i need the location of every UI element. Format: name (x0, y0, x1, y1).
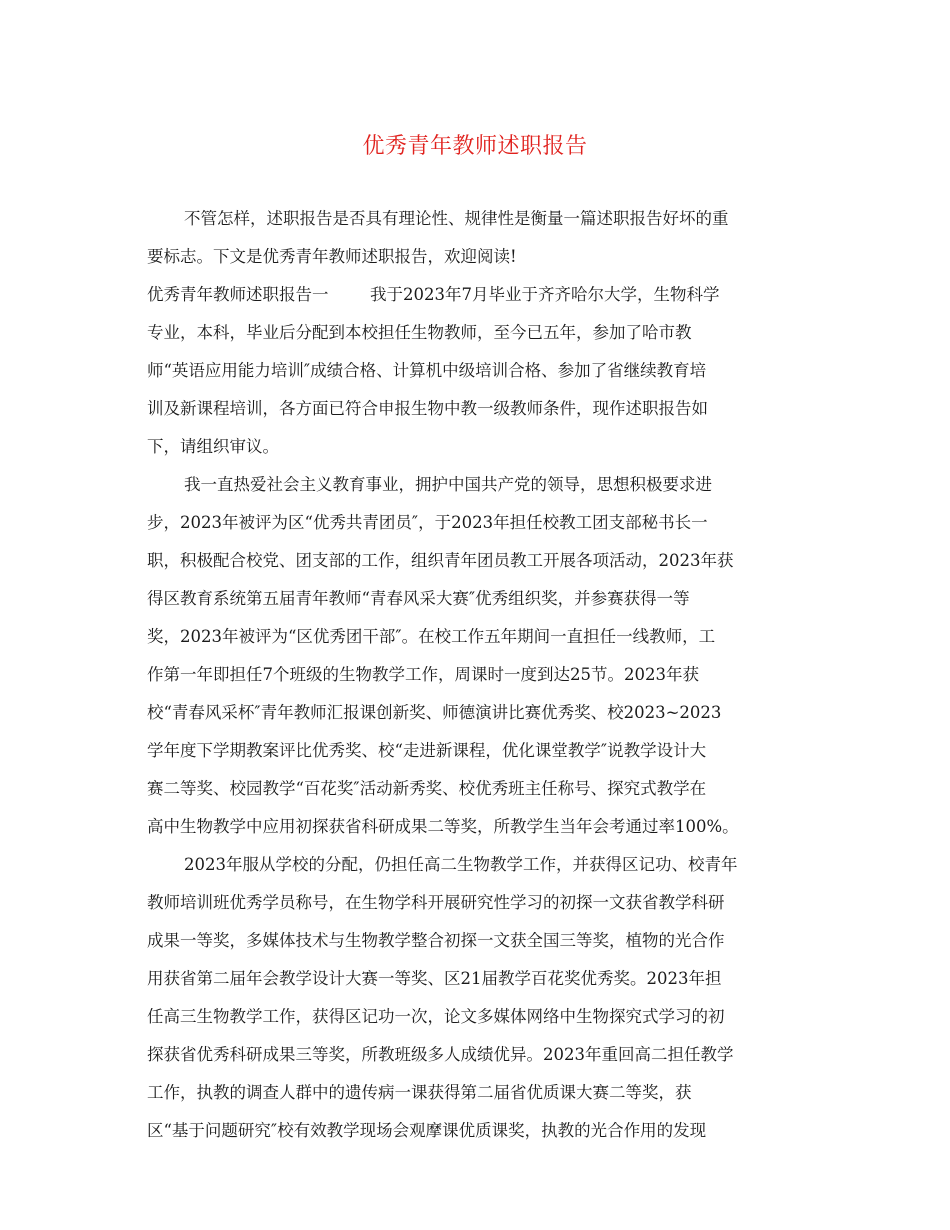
text-line: 专业，本科，毕业后分配到本校担任生物教师，至今已五年，参加了哈市教 (147, 323, 692, 342)
text-line: 学年度下学期教案评比优秀奖、校“走进新课程，优化课堂教学″说教学设计大 (147, 741, 707, 760)
text-line: 2023年服从学校的分配，仍担任高二生物教学工作，并获得区记功、校青年 (184, 855, 738, 874)
text-line: 奖，2023年被评为“区优秀团干部″。在校工作五年期间一直担任一线教师，工 (147, 627, 716, 646)
text-line: 训及新课程培训，各方面已符合申报生物中教一级教师条件，现作述职报告如 (147, 399, 708, 418)
document-body (147, 200, 809, 1150)
document-title: 优秀青年教师述职报告 (362, 134, 588, 159)
text-line: 下，请组织审议。 (147, 437, 279, 456)
text-line (147, 276, 809, 314)
text-line: 师“英语应用能力培训″成绩合格、计算机中级培训合格、参加了省继续教育培 (147, 361, 707, 380)
text-line: 作第一年即担任7个班级的生物教学工作，周课时一度到达25节。2023年获 (147, 665, 699, 684)
text-line: 教师培训班优秀学员称号，在生物学科开展研究性学习的初探一文获省教学科研 (147, 893, 725, 912)
text-line: 任高三生物教学工作，获得区记功一次，论文多媒体网络中生物探究式学习的初 (147, 1007, 725, 1026)
text-line: 步，2023年被评为区“优秀共青团员″，于2023年担任校教工团支部秘书长一 (147, 513, 708, 532)
text-line: 赛二等奖、校园教学“百花奖″活动新秀奖、校优秀班主任称号、探究式教学在 (147, 779, 707, 798)
text-line: 探获省优秀科研成果三等奖，所教班级多人成绩优异。2023年重回高二担任教学 (147, 1045, 734, 1064)
text-line-content: 我于2023年7月毕业于齐齐哈尔大学，生物科学 (370, 285, 720, 304)
text-line: 工作，执教的调查人群中的遗传病一课获得第二届省优质课大赛二等奖，获 (147, 1083, 692, 1102)
text-line: 高中生物教学中应用初探获省科研成果二等奖，所教学生当年会考通过率100%。 (147, 817, 739, 836)
text-line: 我一直热爱社会主义教育事业，拥护中国共产党的领导，思想积极要求进 (184, 475, 712, 494)
text-line: 用获省第二届年会教学设计大赛一等奖、区21届教学百花奖优秀奖。2023年担 (147, 969, 722, 988)
text-line: 成果一等奖，多媒体技术与生物教学整合初探一文获全国三等奖，植物的光合作 (147, 931, 725, 950)
text-line: 要标志。下文是优秀青年教师述职报告，欢迎阅读! (147, 247, 517, 266)
section-heading: 优秀青年教师述职报告一 (147, 285, 329, 304)
text-line: 校“青春风采杯″青年教师汇报课创新奖、师德演讲比赛优秀奖、校2023~2023 (147, 703, 722, 722)
text-line: 职，积极配合校党、团支部的工作，组织青年团员教工开展各项活动，2023年获 (147, 551, 734, 570)
text-line: 不管怎样，述职报告是否具有理论性、规律性是衡量一篇述职报告好坏的重 (184, 209, 729, 228)
text-line: 得区教育系统第五届青年教师“青春风采大赛″优秀组织奖，并参赛获得一等 (147, 589, 690, 608)
text-line: 区“基于问题研究″校有效教学现场会观摩课优质课奖，执教的光合作用的发现 (147, 1121, 707, 1140)
